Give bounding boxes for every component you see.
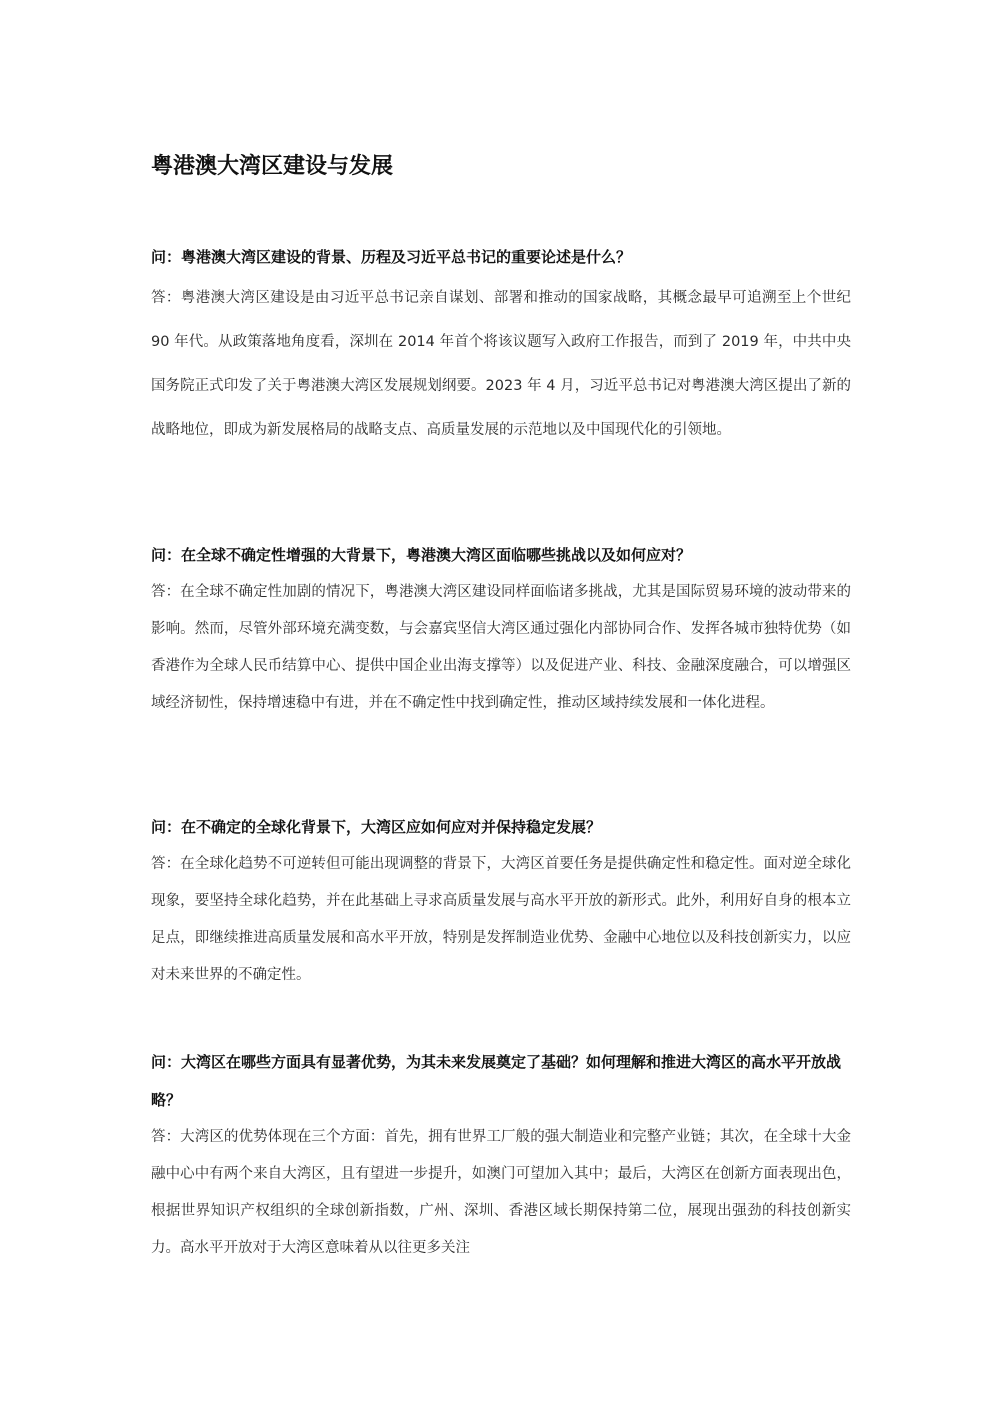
question-3: 问：在不确定的全球化背景下，大湾区应如何应对并保持稳定发展？ [151,818,602,836]
question-1: 问：粤港澳大湾区建设的背景、历程及习近平总书记的重要论述是什么？ [151,248,632,266]
qa-section-1 [151,238,851,452]
qa-section-3 [151,808,851,994]
document-title: 粤港澳大湾区建设与发展 [151,154,394,179]
answer-3: 答：在全球化趋势不可逆转但可能出现调整的背景下，大湾区首要任务是提供确定性和稳定性。面对逆全球化现象，要坚持全球化趋势，并在此基础上寻求高质量发展与高水平开放的新形式。此外，利用好自身的根本立足点，即继续推进高质量发展和高水平开放，特别是发挥制造业优势、金融中心地位以及科技创新实力，以应对未来世界的不确定性。 [151,856,851,983]
question-2: 问：在全球不确定性增强的大背景下，粤港澳大湾区面临哪些挑战以及如何应对？ [151,546,692,564]
question-4: 问：大湾区在哪些方面具有显著优势，为其未来发展奠定了基础？如何理解和推进大湾区的高水平开放战略？ [151,1053,842,1109]
answer-4: 答：大湾区的优势体现在三个方面：首先，拥有世界工厂般的强大制造业和完整产业链；其次，在全球十大金融中心中有两个来自大湾区，且有望进一步提升，如澳门可望加入其中；最后，大湾区在创新方面表现出色，根据世界知识产权组织的全球创新指数，广州、深圳、香港区域长期保持第二位，展现出强劲的科技创新实力。高水平开放对于大湾区意味着从以往更多关注 [151,1129,851,1256]
qa-section-4 [151,1043,851,1267]
qa-section-2 [151,536,851,722]
answer-2: 答：在全球不确定性加剧的情况下，粤港澳大湾区建设同样面临诸多挑战，尤其是国际贸易环境的波动带来的影响。然而，尽管外部环境充满变数，与会嘉宾坚信大湾区通过强化内部协同合作、发挥各城市独特优势（如香港作为全球人民币结算中心、提供中国企业出海支撑等）以及促进产业、科技、金融深度融合，可以增强区域经济韧性，保持增速稳中有进，并在不确定性中找到确定性，推动区域持续发展和一体化进程。 [151,584,851,711]
answer-1: 答：粤港澳大湾区建设是由习近平总书记亲自谋划、部署和推动的国家战略，其概念最早可追溯至上个世纪 90 年代。从政策落地角度看，深圳在 2014 年首个将该议题写入政府工作报告，而到了 2019 年，中共中央国务院正式印发了关于粤港澳大湾区发展规划纲要。2023 年 4 月，习近平总书记对粤港澳大湾区提出了新的战略地位，即成为新发展格局的战略支点、高质量发展的示范地以及中国现代化的引领地。 [151,290,851,438]
